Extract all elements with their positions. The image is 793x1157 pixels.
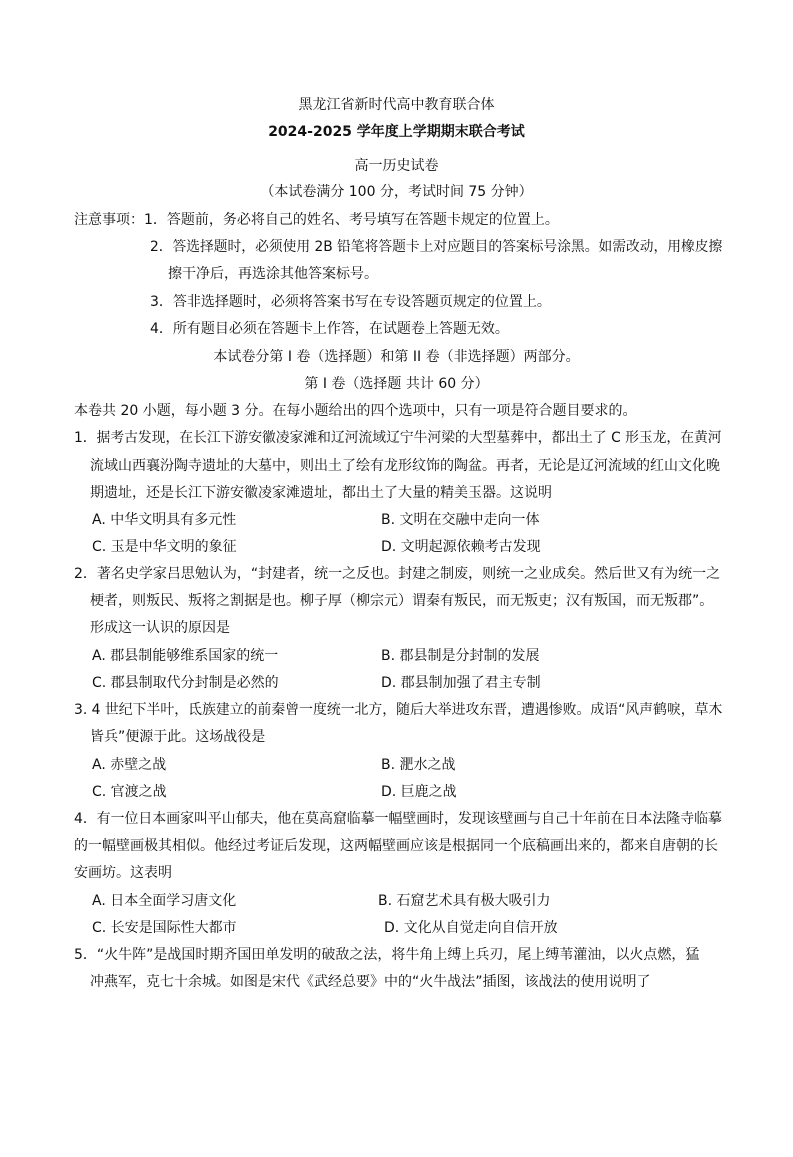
parts-note: 本试卷分第 I 卷（选择题）和第 II 卷（非选择题）两部分。 [213, 349, 580, 365]
question-text: 期遗址，还是长江下游安徽凌家滩遗址，都出土了大量的精美玉器。这说明 [90, 485, 552, 501]
question-text: 形成这一认识的原因是 [90, 620, 230, 636]
option-b[interactable]: B. 郡县制是分封制的发展 [381, 648, 540, 664]
question-text: 2．著名史学家吕思勉认为，“封建者，统一之反也。封建之制废，则统一之业成矣。然后世又有为统一之 [74, 566, 721, 582]
option-c[interactable]: C. 郡县制取代分封制是必然的 [92, 675, 279, 691]
notice-item-1: 注意事项：1．答题前，务必将自己的姓名、考号填写在答题卡规定的位置上。 [74, 212, 559, 228]
exam-title: 2024-2025 学年度上学期期末联合考试 [268, 124, 525, 140]
option-d[interactable]: D. 巨鹿之战 [381, 784, 457, 800]
option-a[interactable]: A. 日本全面学习唐文化 [92, 893, 237, 909]
question-text: 5．“火牛阵”是战国时期齐国田单发明的破敌之法，将牛角上缚上兵刃，尾上缚苇灌油，以火点燃，猛 [74, 947, 700, 963]
option-b[interactable]: B. 文明在交融中走向一体 [381, 512, 540, 528]
question-text: 皆兵”便源于此。这场战役是 [90, 729, 266, 745]
option-c[interactable]: C. 长安是国际性大都市 [92, 920, 237, 936]
notice-item-2: 2．答选择题时，必须使用 2B 铅笔将答题卡上对应题目的答案标号涂黑。如需改动，用橡皮擦 [150, 239, 723, 255]
question-text: 4．有一位日本画家叫平山郁夫，他在莫高窟临摹一幅壁画时，发现该壁画与自己十年前在日本法隆寺临摹 [74, 811, 722, 827]
question-text: 3. 4 世纪下半叶，氐族建立的前秦曾一度统一北方，随后大举进攻东晋，遭遇惨败。成语“风声鹤唳，草木 [74, 702, 723, 718]
option-d[interactable]: D. 文明起源依赖考古发现 [381, 539, 541, 555]
option-b[interactable]: B. 淝水之战 [381, 757, 456, 773]
question-text: 的一幅壁画极其相似。他经过考证后发现，这两幅壁画应该是根据同一个底稿画出来的，都来自唐朝的长 [74, 838, 718, 854]
exam-meta: （本试卷满分 100 分，考试时间 75 分钟） [260, 184, 533, 200]
section-title: 第 I 卷（选择题 共计 60 分） [304, 376, 489, 392]
notice-item-3: 3．答非选择题时，必须将答案书写在专设答题页规定的位置上。 [150, 294, 551, 310]
question-text: 梗者，则叛民、叛将之割据是也。柳子厚（柳宗元）谓秦有叛民，而无叛吏；汉有叛国，而无叛郡”。 [90, 593, 714, 609]
option-d[interactable]: D. 郡县制加强了君主专制 [381, 675, 541, 691]
exam-org: 黑龙江省新时代高中教育联合体 [298, 97, 495, 113]
option-d[interactable]: D. 文化从自觉走向自信开放 [384, 920, 558, 936]
option-c[interactable]: C. 玉是中华文明的象征 [92, 539, 237, 555]
notice-item-2-cont: 擦干净后，再选涂其他答案标号。 [168, 266, 378, 282]
section-intro: 本卷共 20 小题，每小题 3 分。在每小题给出的四个选项中，只有一项是符合题目要求的。 [74, 403, 637, 419]
option-b[interactable]: B. 石窟艺术具有极大吸引力 [378, 893, 551, 909]
option-a[interactable]: A. 赤壁之战 [92, 757, 167, 773]
option-c[interactable]: C. 官渡之战 [92, 784, 167, 800]
option-a[interactable]: A. 郡县制能够维系国家的统一 [92, 648, 279, 664]
notice-item-4: 4．所有题目必须在答题卡上作答，在试题卷上答题无效。 [150, 321, 509, 337]
question-text: 流域山西襄汾陶寺遗址的大墓中，则出土了绘有龙形纹饰的陶盆。再者，无论是辽河流域的红山文化晚 [90, 458, 720, 474]
option-a[interactable]: A. 中华文明具有多元性 [92, 512, 237, 528]
question-text: 1．据考古发现，在长江下游安徽凌家滩和辽河流域辽宁牛河梁的大型墓葬中，都出土了 C 形玉龙，在黄河 [74, 430, 722, 446]
exam-subject: 高一历史试卷 [354, 158, 439, 174]
question-text: 冲燕军，克七十余城。如图是宋代《武经总要》中的“火牛战法”插图，该战法的使用说明了 [90, 974, 651, 990]
question-text: 安画坊。这表明 [74, 865, 172, 881]
